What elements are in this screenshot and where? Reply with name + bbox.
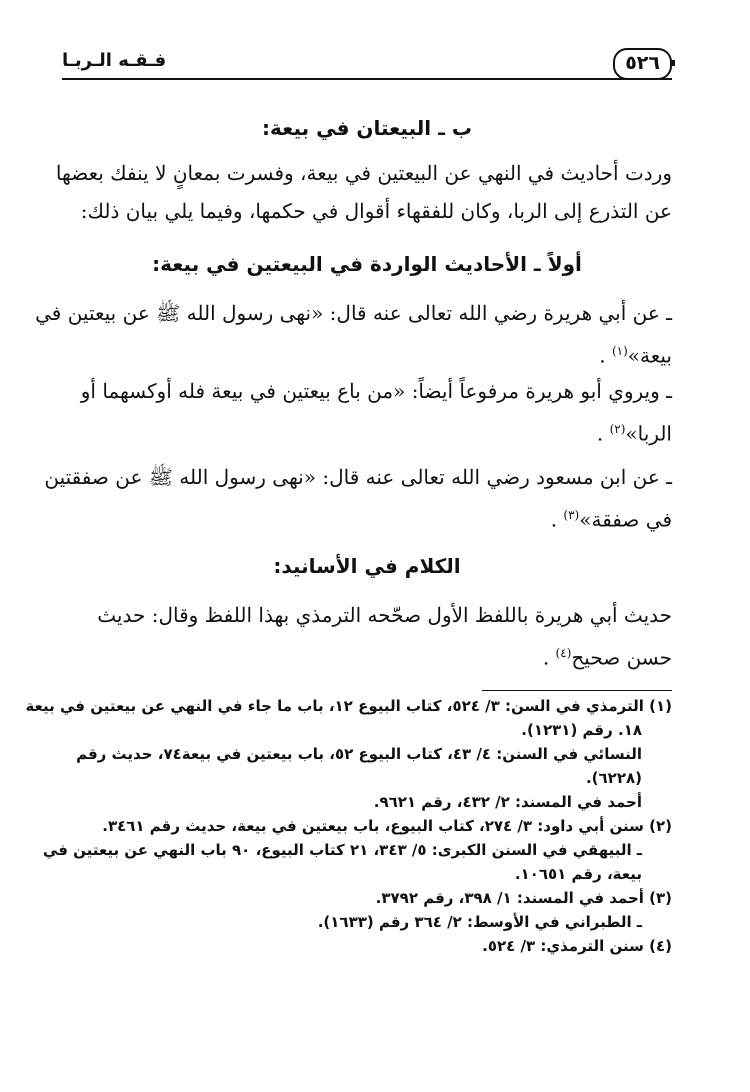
footnote-ref-2[interactable]: (٢) xyxy=(609,422,626,436)
hadith-3-end: . xyxy=(550,507,558,532)
footnote-1-line-1: (١) الترمذي في السن: ٣/ ٥٢٤، كتاب البيوع ١٢، باب ما جاء في النهي عن بيعتين في بيعة xyxy=(25,697,672,715)
heading-isnad: الكلام في الأسانيد: xyxy=(273,554,461,578)
footnote-ref-4[interactable]: (٤) xyxy=(555,646,572,660)
hadith-1-line-2 xyxy=(62,332,672,375)
footnote-separator xyxy=(482,690,672,691)
hadith-3-line-2-text: في صفقة» xyxy=(579,507,672,532)
isnad-line-1: حديث أبي هريرة باللفظ الأول صحّحه الترمذي بهذا اللفظ وقال: حديث xyxy=(97,603,672,627)
footnote-1-line-2: ١٨. رقم (١٢٣١). xyxy=(521,721,642,739)
section-heading: ب ـ البيعتان في بيعة: xyxy=(262,116,472,140)
footnote-ref-3[interactable]: (٣) xyxy=(563,508,580,522)
footnote-4-line-1: (٤) سنن الترمذي: ٣/ ٥٢٤. xyxy=(482,937,672,955)
hadith-2-line-2 xyxy=(62,410,672,453)
hadith-1-line-1: ـ عن أبي هريرة رضي الله تعالى عنه قال: «نهى رسول الله ﷺ عن بيعتين في xyxy=(35,301,672,325)
hadith-1-line-2-text: بيعة» xyxy=(627,343,672,368)
hadith-3-line-1: ـ عن ابن مسعود رضي الله تعالى عنه قال: «نهى رسول الله ﷺ عن صفقتين xyxy=(44,465,672,489)
isnad-line-2-text: حسن صحيح xyxy=(571,645,672,670)
isnad-line-2 xyxy=(62,634,672,677)
hadith-2-line-2-text: الربا» xyxy=(625,421,672,446)
page-header xyxy=(62,48,672,78)
intro-line-2: عن التذرع إلى الربا، وكان للفقهاء أقوال في حكمها، وفيما يلي بيان ذلك: xyxy=(80,199,672,223)
hadith-2-line-1: ـ ويروي أبو هريرة مرفوعاً أيضاً: «من باع بيعتين في بيعة فله أوكسهما أو xyxy=(80,379,672,403)
heading-hadiths: أولاً ـ الأحاديث الواردة في البيعتين في بيعة: xyxy=(152,252,582,276)
intro-paragraph xyxy=(55,154,672,230)
footnote-2-line-2: ـ البيهقي في السنن الكبرى: ٥/ ٣٤٣، ٢١ كتاب البيوع، ٩٠ باب النهي عن بيعتين في xyxy=(42,841,642,859)
isnad-paragraph xyxy=(62,596,672,677)
footnote-3-line-1: (٣) أحمد في المسند: ١/ ٣٩٨، رقم ٣٧٩٢. xyxy=(375,889,672,907)
hadith-2-end: . xyxy=(596,421,604,446)
footnote-2-line-3: بيعة، رقم ١٠٦٥١. xyxy=(514,865,642,883)
footnote-1-line-3: النسائي في السنن: ٤/ ٤٣، كتاب البيوع ٥٢، باب بيعتين في بيعة٧٤، حديث رقم xyxy=(76,745,642,763)
footnote-2-line-1: (٢) سنن أبي داود: ٣/ ٢٧٤، كتاب البيوع، باب بيعتين في بيعة، حديث رقم ٣٤٦١. xyxy=(102,817,672,835)
page-number: ٥٢٦ xyxy=(613,48,672,80)
hadith-1-end: . xyxy=(599,343,606,368)
intro-line-1: وردت أحاديث في النهي عن البيعتين في بيعة، وفسرت بمعانٍ لا ينفك بعضها xyxy=(55,161,672,185)
hadith-2 xyxy=(62,372,672,453)
hadith-3 xyxy=(44,458,672,539)
hadith-3-line-2 xyxy=(62,496,672,539)
footnote-ref-1[interactable]: (١) xyxy=(611,344,628,358)
isnad-end: . xyxy=(542,645,550,670)
footnote-1-line-5: أحمد في المسند: ٢/ ٤٣٢، رقم ٩٦٢١. xyxy=(373,793,642,811)
header-rule xyxy=(62,78,672,80)
footnote-3-line-2: ـ الطبراني في الأوسط: ٢/ ٣٦٤ رقم (١٦٣٣). xyxy=(317,913,642,931)
footnote-1-line-4: (٦٢٢٨). xyxy=(585,769,642,787)
footnotes xyxy=(25,694,672,958)
running-title: فـقـه الـربـا xyxy=(62,50,167,71)
hadith-1 xyxy=(35,294,672,375)
